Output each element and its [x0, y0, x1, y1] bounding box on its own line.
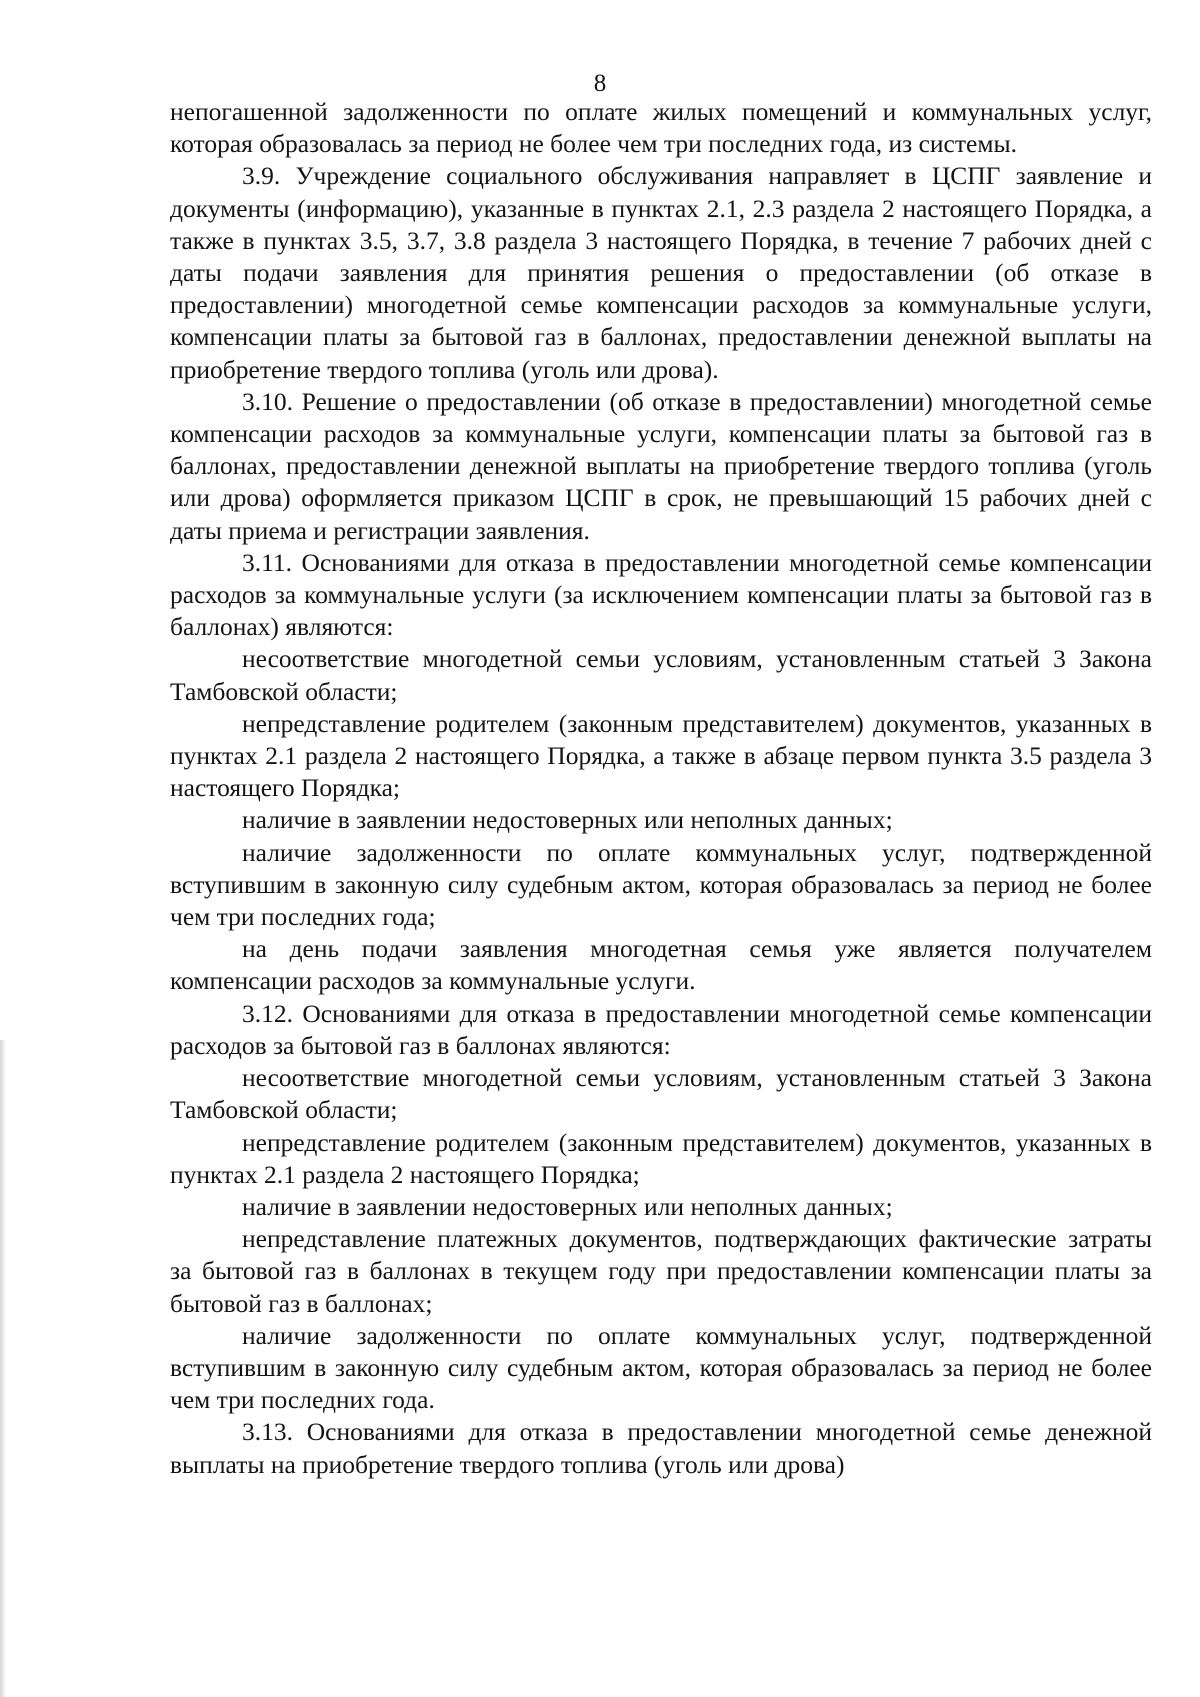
- paragraph-3-13: 3.13. Основаниями для отказа в предоставлении многодетной семье денежной выплаты на приобретение твердого топлива (уголь или дрова): [170, 1417, 1152, 1479]
- document-body: [170, 96, 1152, 1481]
- list-item: наличие задолженности по оплате коммунальных услуг, подтвержденной вступившим в законную силу судебным актом, которая образовалась за период не более чем три последних года;: [170, 837, 1152, 932]
- list-item: несоответствие многодетной семьи условиям, установленным статьей 3 Закона Тамбовской области;: [170, 1063, 1152, 1125]
- paragraph-3-9: 3.9. Учреждение социального обслуживания направляет в ЦСПГ заявление и документы (информацию), указанные в пунктах 2.1, 2.3 раздела 2 настоящего Порядка, а также в пунктах 3.5, 3.7, 3.8 раздела 3 настоящего Порядка, в течение 7 рабочих дней с даты подачи заявления для принятия решения о предоставлении (об отказе в предоставлении) многодетной семье компенсации расходов за коммунальные услуги, компенсации платы за бытовой газ в баллонах, предоставлении денежной выплаты на приобретение твердого топлива (уголь или дрова).: [170, 161, 1152, 384]
- paragraph-continuation: непогашенной задолженности по оплате жилых помещений и коммунальных услуг, которая образовалась за период не более чем три последних года, из системы.: [170, 97, 1152, 159]
- list-item: наличие задолженности по оплате коммунальных услуг, подтвержденной вступившим в законную силу судебным актом, которая образовалась за период не более чем три последних года.: [170, 1320, 1152, 1415]
- scan-edge-shadow: [0, 1040, 5, 1697]
- list-item: непредставление родителем (законным представителем) документов, указанных в пунктах 2.1 раздела 2 настоящего Порядка, а также в абзаце первом пункта 3.5 раздела 3 настоящего Порядка;: [170, 708, 1152, 803]
- list-item: непредставление родителем (законным представителем) документов, указанных в пунктах 2.1 раздела 2 настоящего Порядка;: [170, 1127, 1152, 1189]
- paragraph-3-11: 3.11. Основаниями для отказа в предоставлении многодетной семье компенсации расходов за коммунальные услуги (за исключением компенсации платы за бытовой газ в баллонах) являются:: [170, 547, 1152, 642]
- list-item: на день подачи заявления многодетная семья уже является получателем компенсации расходов за коммунальные услуги.: [170, 934, 1152, 996]
- list-item: несоответствие многодетной семьи условиям, установленным статьей 3 Закона Тамбовской области;: [170, 644, 1152, 706]
- paragraph-3-10: 3.10. Решение о предоставлении (об отказе в предоставлении) многодетной семье компенсации расходов за коммунальные услуги, компенсации платы за бытовой газ в баллонах, предоставлении денежной выплаты на приобретение твердого топлива (уголь или дрова) оформляется приказом ЦСПГ в срок, не превышающий 15 рабочих дней с даты приема и регистрации заявления.: [170, 386, 1152, 545]
- page-number: 8: [593, 70, 607, 97]
- list-item: непредставление платежных документов, подтверждающих фактические затраты за бытовой газ в баллонах в текущем году при предоставлении компенсации платы за бытовой газ в баллонах;: [170, 1224, 1152, 1318]
- list-item: наличие в заявлении недостоверных или неполных данных;: [242, 805, 893, 835]
- paragraph-3-12: 3.12. Основаниями для отказа в предоставлении многодетной семье компенсации расходов за бытовой газ в баллонах являются:: [170, 998, 1152, 1060]
- list-item: наличие в заявлении недостоверных или неполных данных;: [242, 1191, 893, 1221]
